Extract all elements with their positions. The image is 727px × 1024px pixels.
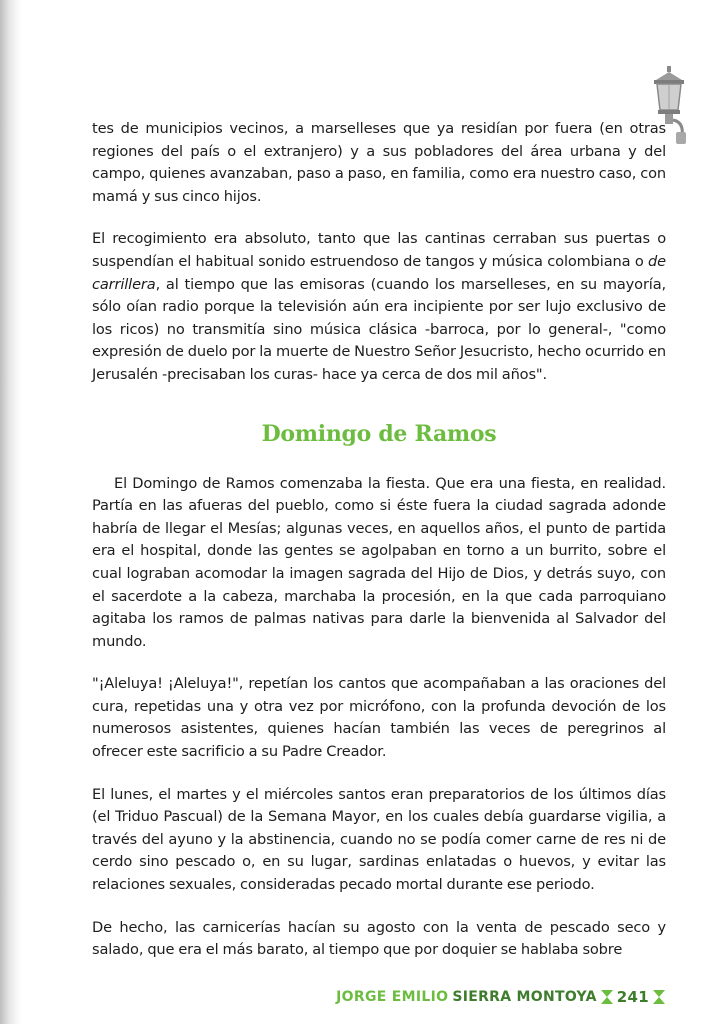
paragraph-text: El recogimiento era absoluto, tanto que las cantinas cerraban sus puertas o suspendían el habitual sonido estruendoso de tangos y música colombiana o xyxy=(92,230,666,270)
left-ornament-icon xyxy=(601,990,613,1004)
body-paragraph-2 xyxy=(92,228,666,386)
author-first-name: JORGE EMILIO xyxy=(336,989,449,1005)
body-paragraph-1 xyxy=(92,118,666,208)
author-last-name: SIERRA MONTOYA xyxy=(452,989,597,1005)
paragraph-text: tes de municipios vecinos, a marselleses que ya residían por fuera (en otras regiones del país o el extranjero) y a sus pobladores del área urbana y del campo, quienes avanzaban, paso a paso, en familia, como era nuestro caso, con mamá y sus cinco hijos. xyxy=(92,120,666,205)
page-footer xyxy=(336,988,665,1006)
section-paragraph-3: El lunes, el martes y el miércoles santos eran preparatorios de los últimos días (el Triduo Pascual) de la Semana Mayor, en los cuales debía guardarse vigilia, a través del ayuno y la abstinencia, cuando no se podía comer carne de res ni de cerdo sino pescado o, en su lugar, sardinas enlatadas o huevos, y evitar las relaciones sexuales, consideradas pecado mortal durante ese periodo. xyxy=(92,785,666,894)
section-title: Domingo de Ramos xyxy=(261,420,497,447)
italic-phrase: de carrillera xyxy=(92,252,666,293)
paragraph-text: , al tiempo que las emisoras (cuando los marselleses, en su mayoría, sólo oían radio porque la televisión aún era incipiente por ser lujo exclusivo de los ricos) no transmitía sino música clásica -barroca, por lo general-, "como expresión de duelo por la muerte de Nuestro Señor Jesucristo, hecho ocurrido en Jerusalén -precisaban los curas- hace ya cerca de dos mil años". xyxy=(92,275,666,383)
page-number: 241 xyxy=(616,988,649,1006)
right-ornament-icon xyxy=(653,990,665,1004)
page-binding-shadow xyxy=(0,0,22,1024)
section-paragraph-4: De hecho, las carnicerías hacían su agosto con la venta de pescado seco y salado, que era el más barato, al tiempo que por doquier se hablaba sobre xyxy=(92,918,666,959)
section-paragraph-2: "¡Aleluya! ¡Aleluya!", repetían los cantos que acompañaban a las oraciones del cura, repetidas una y otra vez por micrófono, con la profunda devoción de los numerosos asistentes, quienes hacían también las veces de peregrinos al ofrecer este sacrificio a su Padre Creador. xyxy=(92,675,666,761)
page-content xyxy=(92,118,666,982)
section-paragraph-1: El Domingo de Ramos comenzaba la fiesta. Que era una fiesta, en realidad. Partía en las afueras del pueblo, como si éste fuera la ciudad sagrada adonde habría de llegar el Mesías; algunas veces, en aquellos años, el punto de partida era el hospital, donde las gentes se agolpaban en torno a un burrito, sobre el cual lograban acomodar la imagen sagrada del Hijo de Dios, y detrás suyo, con el sacerdote a la cabeza, marchaba la procesión, en la que cada parroquiano agitaba los ramos de palmas nativas para darle la bienvenida al Salvador del mundo. xyxy=(92,474,666,650)
